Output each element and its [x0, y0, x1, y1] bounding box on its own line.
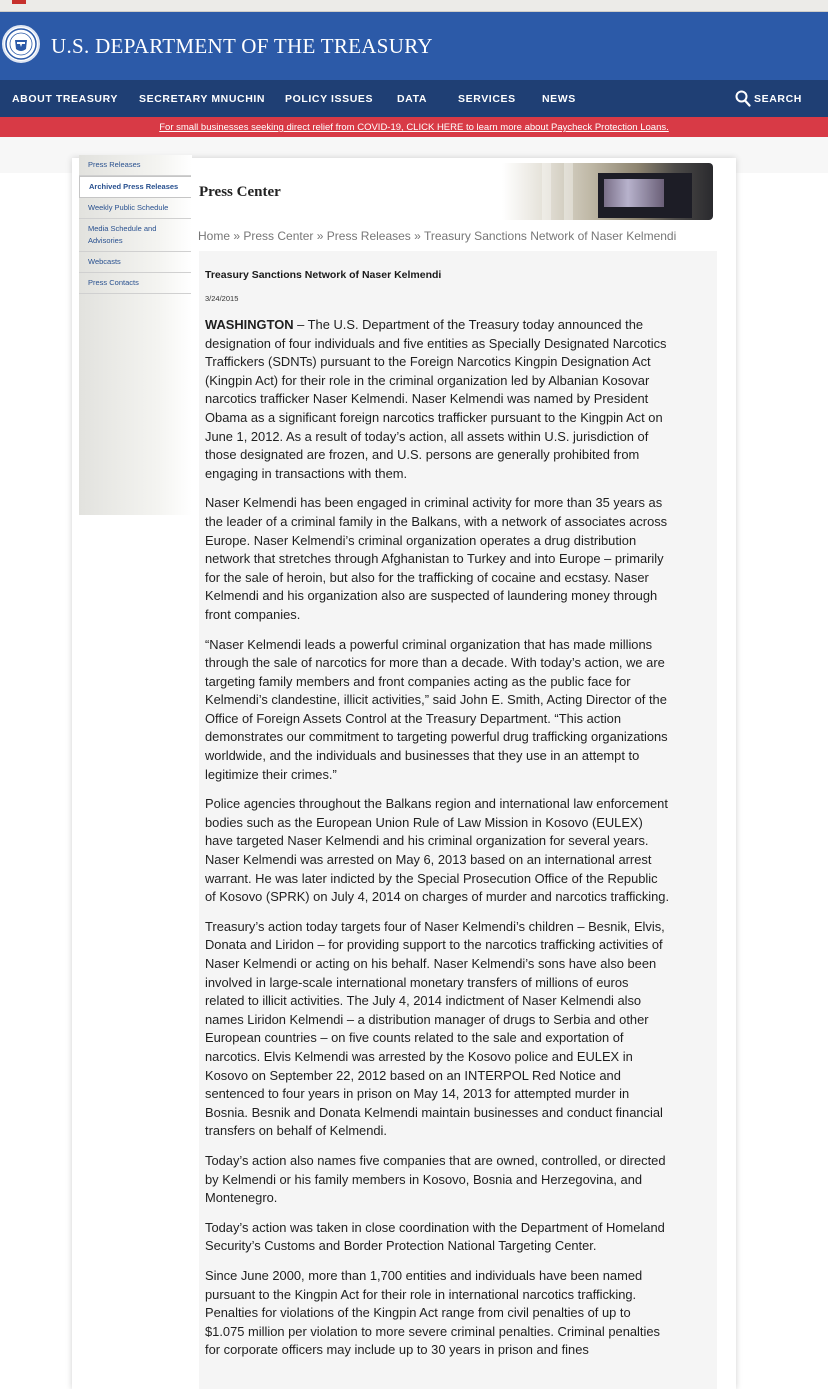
press-room-screen-image: [598, 173, 692, 218]
article-paragraph: Today’s action also names five companies that are owned, controlled, or directed by Kelmendi or his family members in Kosovo, Bosnia and Herzegovina, and Montenegro.: [205, 1152, 666, 1206]
article-date: 3/24/2015: [205, 294, 239, 303]
sidebar-item-archived-press-releases[interactable]: Archived Press Releases: [79, 176, 191, 198]
breadcrumb-separator: »: [414, 229, 424, 243]
covid-alert-bar: [0, 117, 828, 137]
site-header: [0, 12, 828, 80]
article-container: [199, 251, 717, 1389]
article-body: [205, 316, 671, 1371]
nav-policy-issues[interactable]: POLICY ISSUES: [285, 93, 374, 105]
sidebar-nav: [79, 155, 191, 294]
breadcrumb-press-releases[interactable]: Press Releases: [326, 229, 411, 243]
sidebar-item-press-releases[interactable]: Press Releases: [79, 155, 191, 176]
sidebar-item-press-contacts[interactable]: Press Contacts: [79, 273, 191, 294]
seal-icon: [4, 27, 38, 61]
sidebar-item-media-schedule[interactable]: Media Schedule and Advisories: [79, 219, 191, 252]
breadcrumb-separator: »: [316, 229, 327, 243]
article-paragraph: Treasury’s action today targets four of Naser Kelmendi’s children – Besnik, Elvis, Donata and Liridon – for providing support to the narcotics trafficking activities of Naser Kelmendi or acting on his behalf. Naser Kelmendi’s sons have also been involved in large-scale international monetary transfers of millions of euros related to illicit activities. The July 4, 2014 indictment of Naser Kelmendi also names Liridon Kelmendi – a distribution manager of drugs to Serbia and other European countries – on five counts related to the sale and exportation of narcotics. Elvis Kelmendi was arrested by the Kosovo police and EULEX in Kosovo on September 22, 2012 based on an INTERPOL Red Notice and sentenced to four years in prison on May 14, 2013 for attempted murder in Bosnia. Besnik and Donata Kelmendi maintain businesses and conduct financial transfers on behalf of Kelmendi.: [205, 918, 665, 1139]
article-paragraph: “Naser Kelmendi leads a powerful criminal organization that has made millions through the sale of narcotics for more than a decade. With today’s action, we are targeting family members and front companies acting as the public face for Kelmendi’s clandestine, illicit activities,” said John E. Smith, Acting Director of the Office of Foreign Assets Control at the Treasury Department. “This action demonstrates our commitment to targeting powerful drug trafficking organizations worldwide, and the individuals and businesses that they use in an attempt to legitimize their crimes.”: [205, 636, 668, 782]
site-title[interactable]: U.S. DEPARTMENT OF THE TREASURY: [51, 34, 433, 58]
sidebar-item-webcasts[interactable]: Webcasts: [79, 252, 191, 273]
nav-services[interactable]: SERVICES: [458, 93, 516, 105]
breadcrumb-current: Treasury Sanctions Network of Naser Kelmendi: [423, 229, 677, 243]
search-icon: [735, 90, 751, 107]
article-paragraph: Today’s action was taken in close coordination with the Department of Homeland Security’s Customs and Border Protection National Targeting Center.: [205, 1219, 665, 1254]
article-paragraph: [205, 316, 671, 483]
nav-data[interactable]: DATA: [397, 93, 428, 105]
nav-secretary[interactable]: SECRETARY MNUCHIN: [139, 93, 266, 105]
flag-icon: [12, 0, 26, 4]
article-paragraph: Naser Kelmendi has been engaged in criminal activity for more than 35 years as the leader of a criminal family in the Balkans, with a network of associates across Europe. Naser Kelmendi’s criminal organization operates a drug distribution network that stretches through Afghanistan to Turkey and into Europe – primarily for the sale of heroin, but also for the trafficking of cocaine and ecstasy. Naser Kelmendi and his organization also are suspected of laundering money through front companies.: [205, 495, 668, 622]
breadcrumb-home[interactable]: Home: [198, 229, 231, 243]
breadcrumb-separator: »: [233, 229, 244, 243]
article-title: Treasury Sanctions Network of Naser Kelmendi: [205, 269, 442, 281]
top-utility-strip: [0, 0, 828, 12]
article-paragraph: Since June 2000, more than 1,700 entities and individuals have been named pursuant to the Kingpin Act for their role in international narcotics trafficking. Penalties for violations of the Kingpin Act range from civil penalties of up to $1.075 million per violation to more severe criminal penalties. Criminal penalties for corporate officers may include up to 30 years in prison and fines: [205, 1267, 660, 1358]
dateline: WASHINGTON: [205, 317, 294, 332]
page-title: Press Center: [199, 184, 281, 200]
sidebar: [79, 155, 192, 515]
breadcrumb-press-center[interactable]: Press Center: [243, 229, 314, 243]
paycheck-protection-link[interactable]: For small businesses seeking direct relief from COVID-19, CLICK HERE to learn more about Paycheck Protection Loans.: [159, 122, 669, 133]
article-paragraph: Police agencies throughout the Balkans region and international law enforcement bodies such as the European Union Rule of Law Mission in Kosovo (EULEX) have targeted Naser Kelmendi and his criminal organization for several years. Naser Kelmendi was arrested on May 6, 2013 based on an international arrest warrant. He was later indicted by the Special Prosecution Office of the Republic of Kosovo (SPRK) on July 4, 2014 on charges of murder and narcotics trafficking.: [205, 796, 670, 905]
nav-about-treasury[interactable]: ABOUT TREASURY: [12, 93, 119, 105]
banner-photo: [502, 163, 713, 220]
search-label: SEARCH: [754, 93, 802, 105]
sidebar-item-weekly-public-schedule[interactable]: Weekly Public Schedule: [79, 198, 191, 219]
main-nav: [0, 80, 828, 117]
breadcrumb: [198, 229, 676, 243]
treasury-seal-logo[interactable]: [2, 25, 40, 63]
nav-news[interactable]: NEWS: [542, 93, 576, 105]
article-paragraph-text: – The U.S. Department of the Treasury today announced the designation of four individuals and five entities as Specially Designated Narcotics Traffickers (SDNTs) pursuant to the Foreign Narcotics Kingpin Designation Act (Kingpin Act) for their role in the criminal organization led by Albanian Kosovar narcotics trafficker Naser Kelmendi. Naser Kelmendi was named by President Obama as a significant foreign narcotics trafficker pursuant to the Kingpin Act on June 1, 2012. As a result of today’s action, all assets within U.S. jurisdiction of those designated are frozen, and U.S. persons are generally prohibited from engaging in transactions with them.: [205, 317, 667, 481]
press-center-banner: [192, 163, 713, 220]
